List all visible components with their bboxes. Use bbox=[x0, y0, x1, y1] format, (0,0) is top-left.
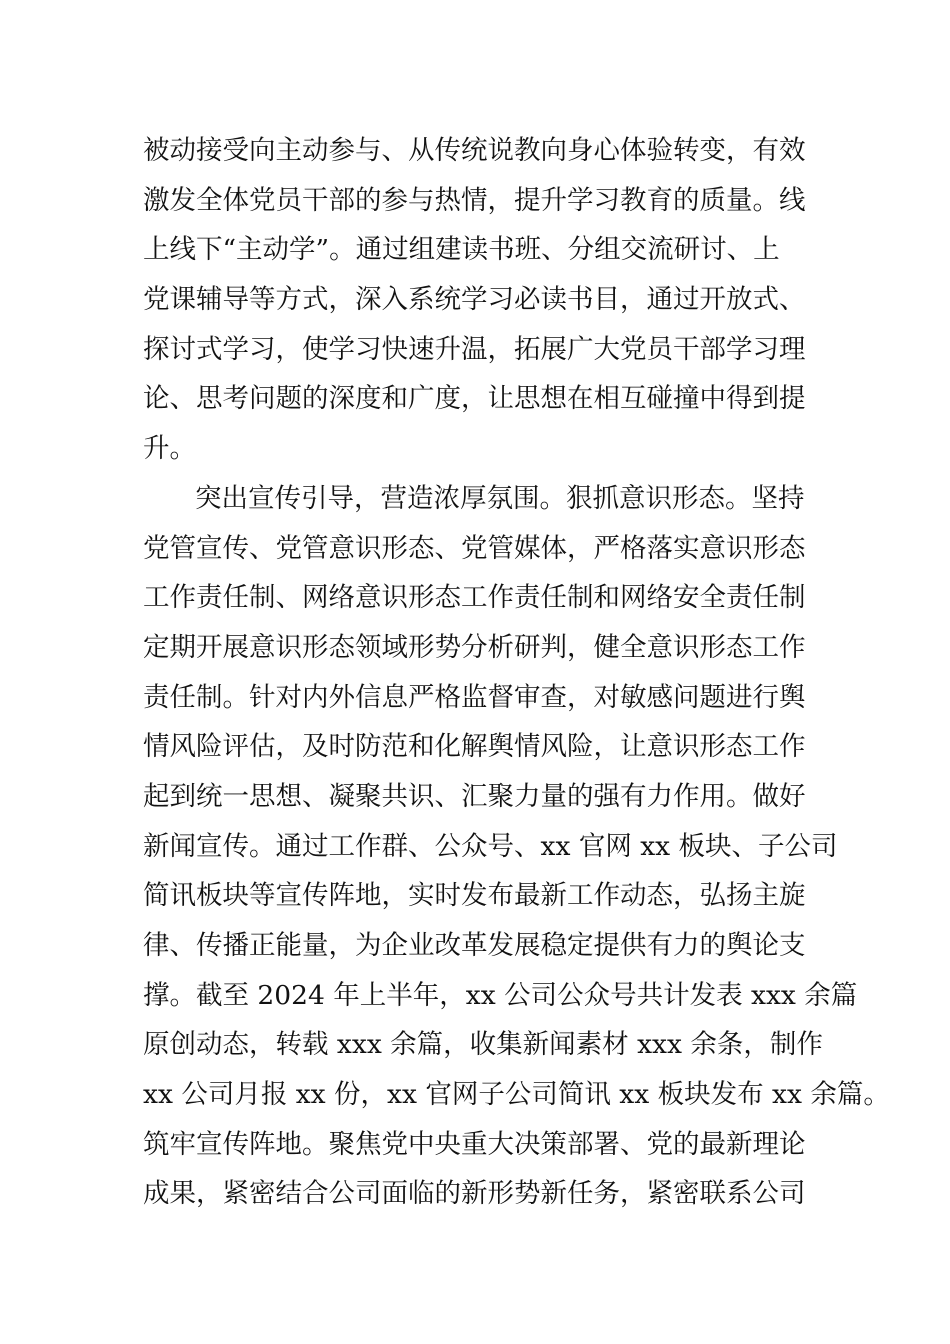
text-line: 筑牢宣传阵地。聚焦党中央重大决策部署、党的最新理论 bbox=[143, 1128, 806, 1160]
text-line: 起到统一思想、凝聚共识、汇聚力量的强有力作用。做好 bbox=[143, 780, 806, 812]
text-line: 定期开展意识形态领域形势分析研判，健全意识形态工作 bbox=[143, 631, 806, 663]
text-line: 党课辅导等方式，深入系统学习必读书目，通过开放式、 bbox=[143, 284, 806, 316]
text-line: 情风险评估，及时防范和化解舆情风险，让意识形态工作 bbox=[143, 731, 806, 763]
text-line: 被动接受向主动参与、从传统说教向身心体验转变，有效 bbox=[143, 135, 806, 166]
paragraph-1 bbox=[143, 126, 843, 474]
text-line: 成果，紧密结合公司面临的新形势新任务，紧密联系公司 bbox=[143, 1178, 806, 1210]
text-line: 原创动态，转载 xxx 余篇，收集新闻素材 xxx 余条，制作 bbox=[143, 1029, 823, 1061]
text-line: 论、思考问题的深度和广度，让思想在相互碰撞中得到提 bbox=[143, 383, 806, 415]
text-line: 简讯板块等宣传阵地，实时发布最新工作动态，弘扬主旋 bbox=[143, 880, 806, 912]
text-line: 撑。截至 2024 年上半年，xx 公司公众号共计发表 xxx 余篇 bbox=[143, 979, 858, 1011]
text-line: 激发全体党员干部的参与热情，提升学习教育的质量。线 bbox=[143, 184, 806, 216]
text-line: 升。 bbox=[143, 433, 196, 465]
text-line: 工作责任制、网络意识形态工作责任制和网络安全责任制 bbox=[143, 582, 806, 614]
text-line: 责任制。针对内外信息严格监督审查，对敏感问题进行舆 bbox=[143, 681, 806, 713]
text-line: 新闻宣传。通过工作群、公众号、xx 官网 xx 板块、子公司 bbox=[143, 830, 838, 862]
paragraph-2 bbox=[143, 474, 890, 1219]
text-line: 探讨式学习，使学习快速升温，拓展广大党员干部学习理 bbox=[143, 333, 806, 365]
text-line: 上线下“主动学”。通过组建读书班、分组交流研讨、上 bbox=[143, 234, 780, 266]
text-line: xx 公司月报 xx 份，xx 官网子公司简讯 xx 板块发布 xx 余篇。 bbox=[143, 1079, 890, 1111]
text-line: 党管宣传、党管意识形态、党管媒体，严格落实意识形态 bbox=[143, 532, 806, 564]
paragraph-heading-line: 突出宣传引导，营造浓厚氛围。狠抓意识形态。坚持 bbox=[195, 482, 805, 514]
document-body bbox=[143, 126, 890, 1219]
text-line: 律、传播正能量，为企业改革发展稳定提供有力的舆论支 bbox=[143, 930, 806, 961]
